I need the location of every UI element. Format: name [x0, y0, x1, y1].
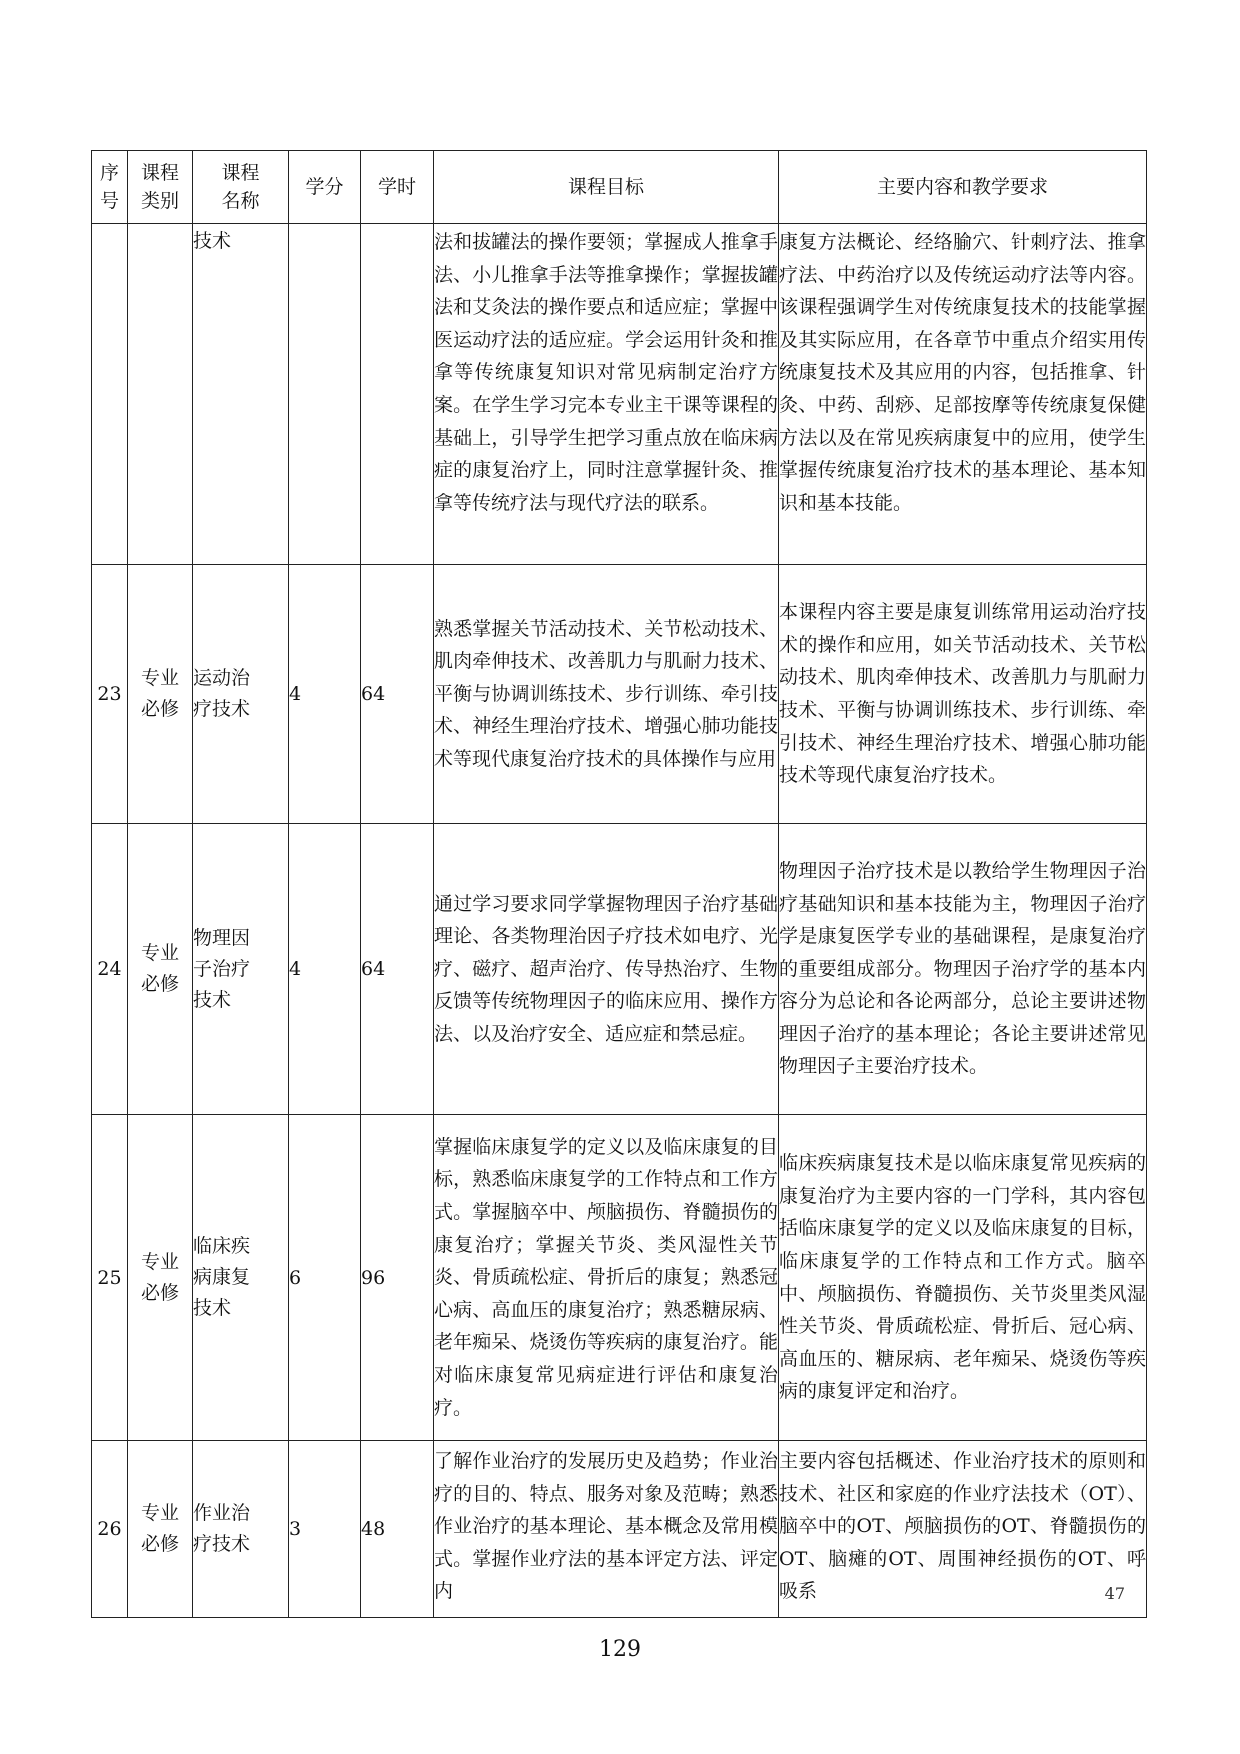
cell-name-text: 作业治 疗技术 [193, 1502, 251, 1555]
header-hours-text: 学时 [377, 176, 416, 198]
cell-credit: 3 [289, 1441, 361, 1618]
cell-name-text: 物理因 子治疗 技术 [193, 926, 251, 1011]
cell-category [128, 1115, 193, 1441]
cell-credit [289, 224, 361, 565]
cell-hours: 96 [361, 1115, 434, 1441]
header-name [193, 151, 289, 224]
cell-content: 康复方法概论、经络腧穴、针刺疗法、推拿疗法、中药治疗以及传统运动疗法等内容。该课程强调学生对传统康复技术的技能掌握及其实际应用，在各章节中重点介绍实用传统康复技术及其应用的内容，包括推拿、针灸、中药、刮痧、足部按摩等传统康复保健方法以及在常见疾病康复中的应用，使学生掌握传统康复治疗技术的基本理论、基本知识和基本技能。 [779, 224, 1147, 565]
cell-hours [361, 224, 434, 565]
cell-content: 主要内容包括概述、作业治疗技术的原则和技术、社区和家庭的作业疗法技术（OT）、脑卒中的OT、颅脑损伤的OT、脊髓损伤的OT、脑瘫的OT、周围神经损伤的OT、呼吸系 [779, 1441, 1147, 1618]
cell-goal: 熟悉掌握关节活动技术、关节松动技术、肌肉牵伸技术、改善肌力与肌耐力技术、平衡与协调训练技术、步行训练、牵引技术、神经生理治疗技术、增强心肺功能技术等现代康复治疗技术的具体操作与应用 [434, 565, 779, 824]
cell-name-text: 临床疾 病康复 技术 [193, 1235, 251, 1319]
course-table [91, 150, 1147, 1618]
cell-credit: 4 [289, 565, 361, 824]
cell-num: 26 [92, 1441, 128, 1618]
header-content [779, 151, 1147, 224]
cell-hours: 64 [361, 565, 434, 824]
cell-category [128, 565, 193, 824]
header-credit-text: 学分 [305, 176, 344, 198]
header-credit [289, 151, 361, 224]
cell-hours: 64 [361, 824, 434, 1115]
table-row [92, 1441, 1147, 1618]
cell-content: 本课程内容主要是康复训练常用运动治疗技术的操作和应用，如关节活动技术、关节松动技术、肌肉牵伸技术、改善肌力与肌耐力技术、平衡与协调训练技术、步行训练、牵引技术、神经生理治疗技术、增强心肺功能技术等现代康复治疗技术。 [779, 565, 1147, 824]
header-goal [434, 151, 779, 224]
table-row-continuation [92, 224, 1147, 565]
cell-goal: 掌握临床康复学的定义以及临床康复的目标，熟悉临床康复学的工作特点和工作方式。掌握脑卒中、颅脑损伤、脊髓损伤的康复治疗；掌握关节炎、类风湿性关节炎、骨质疏松症、骨折后的康复；熟悉冠心病、高血压的康复治疗；熟悉糖尿病、老年痴呆、烧烫伤等疾病的康复治疗。能对临床康复常见病症进行评估和康复治疗。 [434, 1115, 779, 1441]
cell-content: 物理因子治疗技术是以教给学生物理因子治疗基础知识和基本技能为主，物理因子治疗学是康复医学专业的基础课程，是康复治疗的重要组成部分。物理因子治疗学的基本内容分为总论和各论两部分，总论主要讲述物理因子治疗的基本理论；各论主要讲述常见物理因子主要治疗技术。 [779, 824, 1147, 1115]
cell-name [193, 1441, 289, 1618]
page-number: 129 [599, 1637, 641, 1662]
header-name-text: 课程 名称 [221, 162, 260, 212]
cell-category-text: 专业 必修 [140, 1250, 179, 1304]
cell-hours: 48 [361, 1441, 434, 1618]
header-num [92, 151, 128, 224]
cell-category [128, 224, 193, 565]
table-row [92, 824, 1147, 1115]
header-hours [361, 151, 434, 224]
table-row [92, 1115, 1147, 1441]
cell-credit: 4 [289, 824, 361, 1115]
cell-goal: 了解作业治疗的发展历史及趋势；作业治疗的目的、特点、服务对象及范畴；熟悉作业治疗的基本理论、基本概念及常用模式。掌握作业疗法的基本评定方法、评定内 [434, 1441, 779, 1618]
cell-name [193, 824, 289, 1115]
cell-num: 24 [92, 824, 128, 1115]
cell-num [92, 224, 128, 565]
header-category [128, 151, 193, 224]
cell-category-text: 专业 必修 [140, 667, 179, 720]
cell-goal: 通过学习要求同学掌握物理因子治疗基础理论、各类物理治因子疗技术如电疗、光疗、磁疗、超声治疗、传导热治疗、生物反馈等传统物理因子的临床应用、操作方法、以及治疗安全、适应症和禁忌症。 [434, 824, 779, 1115]
cell-name [193, 565, 289, 824]
cell-num: 23 [92, 565, 128, 824]
cell-name: 技术 [193, 224, 289, 565]
header-num-text: 序 号 [99, 162, 119, 212]
cell-name-text: 运动治 疗技术 [193, 667, 251, 720]
cell-name [193, 1115, 289, 1441]
header-category-text: 课程 类别 [140, 162, 179, 212]
cell-category [128, 1441, 193, 1618]
header-content-text: 主要内容和教学要求 [876, 176, 1048, 198]
secondary-page-number: 47 [1104, 1584, 1125, 1603]
cell-credit: 6 [289, 1115, 361, 1441]
cell-content: 临床疾病康复技术是以临床康复常见疾病的康复治疗为主要内容的一门学科，其内容包括临床康复学的定义以及临床康复的目标，临床康复学的工作特点和工作方式。脑卒中、颅脑损伤、脊髓损伤、关节炎里类风湿性关节炎、骨质疏松症、骨折后、冠心病、高血压的、糖尿病、老年痴呆、烧烫伤等疾病的康复评定和治疗。 [779, 1115, 1147, 1441]
cell-category-text: 专业 必修 [140, 1502, 179, 1555]
header-row [92, 151, 1147, 224]
table-row [92, 565, 1147, 824]
cell-goal: 法和拔罐法的操作要领；掌握成人推拿手法、小儿推拿手法等推拿操作；掌握拔罐法和艾灸法的操作要点和适应症；掌握中医运动疗法的适应症。学会运用针灸和推拿等传统康复知识对常见病制定治疗方案。在学生学习完本专业主干课等课程的基础上，引导学生把学习重点放在临床病症的康复治疗上，同时注意掌握针灸、推拿等传统疗法与现代疗法的联系。 [434, 224, 779, 565]
cell-category-text: 专业 必修 [140, 942, 179, 995]
cell-num: 25 [92, 1115, 128, 1441]
cell-category [128, 824, 193, 1115]
header-goal-text: 课程目标 [567, 176, 644, 198]
